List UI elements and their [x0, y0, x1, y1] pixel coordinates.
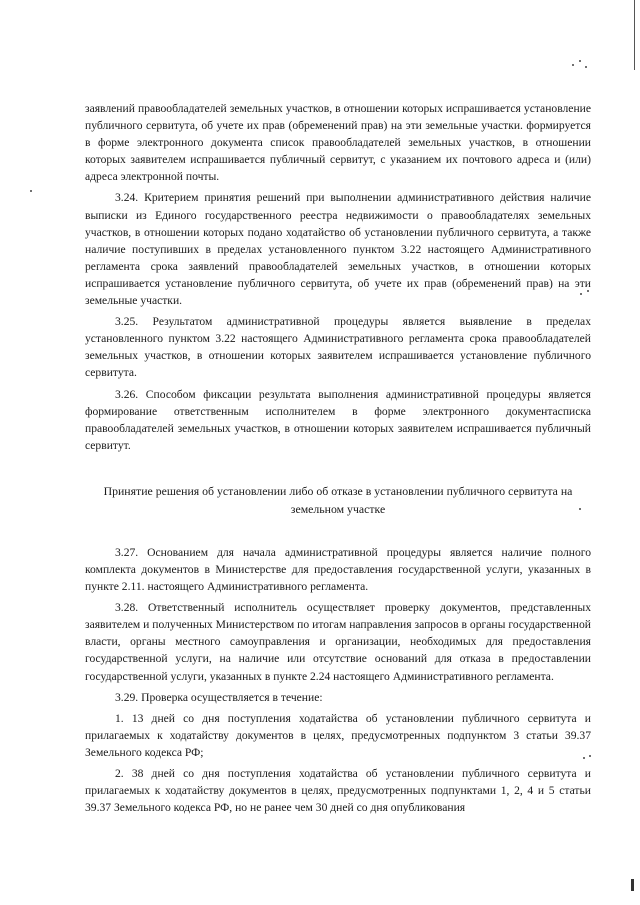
paragraph-3-25: 3.25. Результатом административной процедуры является выявление в пределах установленного пунктом 3.22 настоящего Административного регламента срока правообладателей земельных участков, в отношении которых заявителем испрашивается установление публичного сервитута. [85, 315, 591, 380]
paragraph-3-26: 3.26. Способом фиксации результата выполнения административной процедуры является формирование ответственным исполнителем в форме электронного документасписка правообладателей земельных участков, в отношении которых заявителем испрашивается публичный сервитут. [85, 387, 591, 452]
scan-edge-line [634, 0, 635, 70]
paragraph: заявлений правообладателей земельных участков, в отношении которых испрашивается установление публичного сервитута, об учете их прав (обременений прав) на эти земельные участки. формируется в форме электронного документа список правообладателей земельных участков, в отношении которых заявителем испрашивается публичный сервитут, с указанием их почтового адреса и (или) адреса электронной почты. [85, 102, 591, 184]
document-body [85, 100, 591, 820]
section-heading: Принятие решения об установлении либо об отказе в установлении публичного сервитута на земельном участке [103, 483, 573, 516]
list-item-1: 1. 13 дней со дня поступления ходатайства об установлении публичного сервитута и прилагаемых к ходатайству документов в целях, предусмотренных подпунктом 3 статьи 39.37 Земельного кодекса РФ; [85, 711, 591, 759]
paragraph-3-29: 3.29. Проверка осуществляется в течение: [115, 690, 323, 704]
paragraph-3-24: 3.24. Критерием принятия решений при выполнении административного действия наличие выписки из Единого государственного реестра недвижимости о правообладателях земельных участков, в отношении которых подано ходатайство об установлении публичного сервитута, а также наличие поступивших в пределах установленного пунктом 3.22 настоящего Административного регламента срока заявлений правообладателей земельных участков, в отношении которых испрашивается установление публичного сервитута, об учете их прав (обременений прав) на эти земельные участки. [85, 191, 591, 308]
paragraph-3-27: 3.27. Основанием для начала административной процедуры является наличие полного комплекта документов в Министерстве для предоставления государственной услуги, указанных в пункте 2.11. настоящего Административного регламента. [85, 545, 591, 594]
list-item-2: 2. 38 дней со дня поступления ходатайства об установлении публичного сервитута и прилагаемых к ходатайству документов в целях, предусмотренных подпунктами 1, 2, 4 и 5 статьи 39.37 Земельного кодекса РФ, но не ранее чем 30 дней со дня опубликования [85, 767, 591, 815]
paragraph-3-28: 3.28. Ответственный исполнитель осуществляет проверку документов, представленных заявителем и полученных Министерством по итогам направления запросов в органы государственной власти, органы местного самоуправления и организации, необходимых для предоставления государственной услуги, на наличие или отсутствие оснований для отказа в предоставлении государственной услуги, указанных в пункте 2.24 настоящего Административного регламента. [85, 601, 591, 683]
scan-speck [572, 64, 574, 66]
scan-corner-mark [631, 879, 634, 891]
scan-speck [30, 190, 32, 192]
scan-speck [585, 66, 587, 68]
scan-speck [579, 60, 581, 62]
